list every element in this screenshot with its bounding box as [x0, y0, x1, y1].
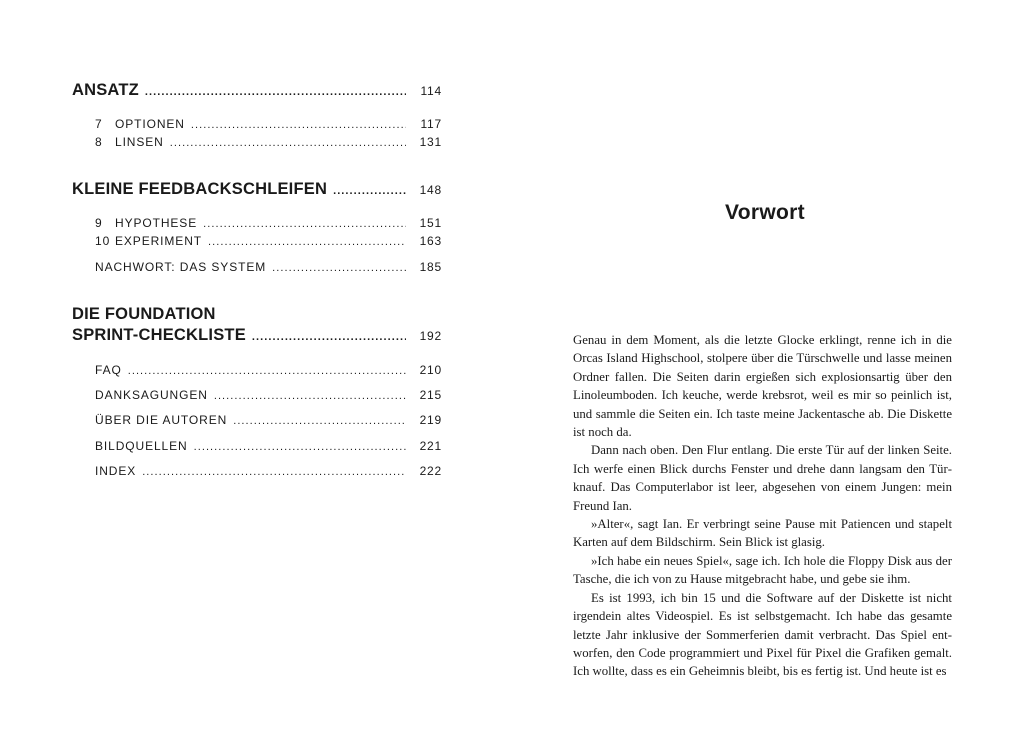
paragraph: Genau in dem Moment, als die letzte Glocke erklingt, renne ich in die Orcas Island Highschool, stolpere über die Türschwelle und lasse meinen Ordner fallen. Die Seiten darin ergießen sich explosionsartig über den Linoleumboden. Ich keuche, werde krebsrot, weil es mir so peinlich ist, und sammle die Seiten ein. Ich taste meine Jackentasche ab. Die Diskette ist noch da. — [573, 333, 952, 440]
leader-dots — [170, 137, 406, 149]
paragraph: Dann nach oben. Den Flur entlang. Die erste Tür auf der linken Seite. Ich werfe einen Blick durchs Fenster und drehe dann langsam den Türknauf. Das Computerlabor ist leer, abgesehen von einem Jungen: mein Freund Ian. — [573, 443, 952, 513]
toc-chapter-label — [95, 117, 185, 131]
toc-chapter-hypothese[interactable] — [95, 216, 442, 230]
vorwort-page — [510, 0, 1020, 756]
toc-page-number: 114 — [420, 84, 442, 98]
leader-dots — [214, 390, 406, 402]
paragraph: »Ich habe ein neues Spiel«, sage ich. Ich hole die Floppy Disk aus der Tasche, die ich von zu Hause mitgebracht habe, und gebe sie ihm. — [573, 553, 952, 587]
toc-page-number: 148 — [419, 183, 442, 197]
leader-dots — [252, 331, 406, 343]
chapter-number: 8 — [95, 135, 103, 149]
toc-entry-label: BILDQUELLEN — [95, 439, 188, 453]
toc-page-number: 210 — [419, 363, 442, 377]
toc-part-ansatz[interactable] — [72, 81, 442, 100]
toc-entry-label: INDEX — [95, 464, 137, 478]
leader-dots — [194, 441, 406, 453]
toc-page-number: 163 — [419, 234, 442, 248]
chapter-title: OPTIONEN — [115, 117, 185, 131]
leader-dots — [203, 218, 406, 230]
toc-page-number: 215 — [419, 388, 442, 402]
toc-appendix-index[interactable] — [95, 464, 442, 478]
leader-dots — [145, 86, 406, 98]
toc-part-label: KLEINE FEEDBACKSCHLEIFEN — [72, 180, 328, 198]
toc-chapter-linsen[interactable] — [95, 135, 442, 149]
toc-chapter-label — [95, 135, 164, 149]
toc-part-foundation-row[interactable] — [72, 326, 442, 345]
paragraph: Es ist 1993, ich bin 15 und die Software auf der Diskette ist nicht irgendein altes Videospiel. Es ist selbstgemacht. Ich habe das gesamte letzte Jahr inklusive der Sommerferien damit verbracht. Das Spiel entworfen, den Code programmiert und Pixel für Pixel die Grafiken gemalt. Ich wollte, dass es ein Geheimnis bleibt, bis es fertig ist. Und heute ist es — [573, 590, 952, 679]
toc-appendix-faq[interactable] — [95, 363, 442, 377]
toc-chapter-label — [95, 216, 197, 230]
leader-dots — [333, 185, 406, 197]
leader-dots — [142, 466, 406, 478]
leader-dots — [208, 236, 406, 248]
toc-chapter-experiment[interactable] — [95, 234, 442, 248]
chapter-number: 9 — [95, 216, 103, 230]
toc-part-label: ANSATZ — [72, 81, 139, 99]
toc-entry-label: NACHWORT: DAS SYSTEM — [95, 260, 267, 274]
leader-dots — [272, 262, 406, 274]
chapter-title: LINSEN — [115, 135, 164, 149]
toc-part-label-line2: SPRINT-CHECKLISTE — [72, 326, 246, 344]
toc-nachwort[interactable] — [95, 260, 442, 274]
chapter-title: EXPERIMENT — [115, 234, 203, 248]
toc-page-number: 219 — [419, 413, 442, 427]
toc-appendix-danksagungen[interactable] — [95, 388, 442, 402]
chapter-number: 7 — [95, 117, 103, 131]
toc-page-number: 117 — [420, 117, 442, 131]
toc-chapter-label — [95, 234, 202, 248]
chapter-heading: Vorwort — [725, 201, 805, 224]
paragraph: »Alter«, sagt Ian. Er verbringt seine Pause mit Patiencen und stapelt Karten auf dem Bildschirm. Sein Blick ist glasig. — [573, 517, 952, 550]
toc-entry-label: DANKSAGUNGEN — [95, 388, 208, 402]
toc-page-number: 192 — [419, 329, 442, 343]
toc-appendix-bildquellen[interactable] — [95, 439, 442, 453]
toc-part-feedback[interactable] — [72, 180, 442, 199]
toc-appendix-ueber-die-autoren[interactable] — [95, 413, 442, 427]
toc-entry-label: FAQ — [95, 363, 122, 377]
leader-dots — [128, 365, 406, 377]
chapter-title: HYPOTHESE — [115, 216, 198, 230]
toc-entry-label: ÜBER DIE AUTOREN — [95, 413, 228, 427]
toc-page-number: 151 — [419, 216, 442, 230]
body-text — [573, 331, 952, 681]
toc-page-number: 185 — [419, 260, 442, 274]
leader-dots — [191, 119, 406, 131]
chapter-number: 10 — [95, 234, 111, 248]
toc-page-number: 221 — [419, 439, 442, 453]
toc-chapter-optionen[interactable] — [95, 117, 442, 131]
toc-part-label-line1: DIE FOUNDATION — [72, 305, 216, 323]
toc-page-number: 222 — [419, 464, 442, 478]
leader-dots — [233, 415, 406, 427]
toc-page-number: 131 — [419, 135, 442, 149]
